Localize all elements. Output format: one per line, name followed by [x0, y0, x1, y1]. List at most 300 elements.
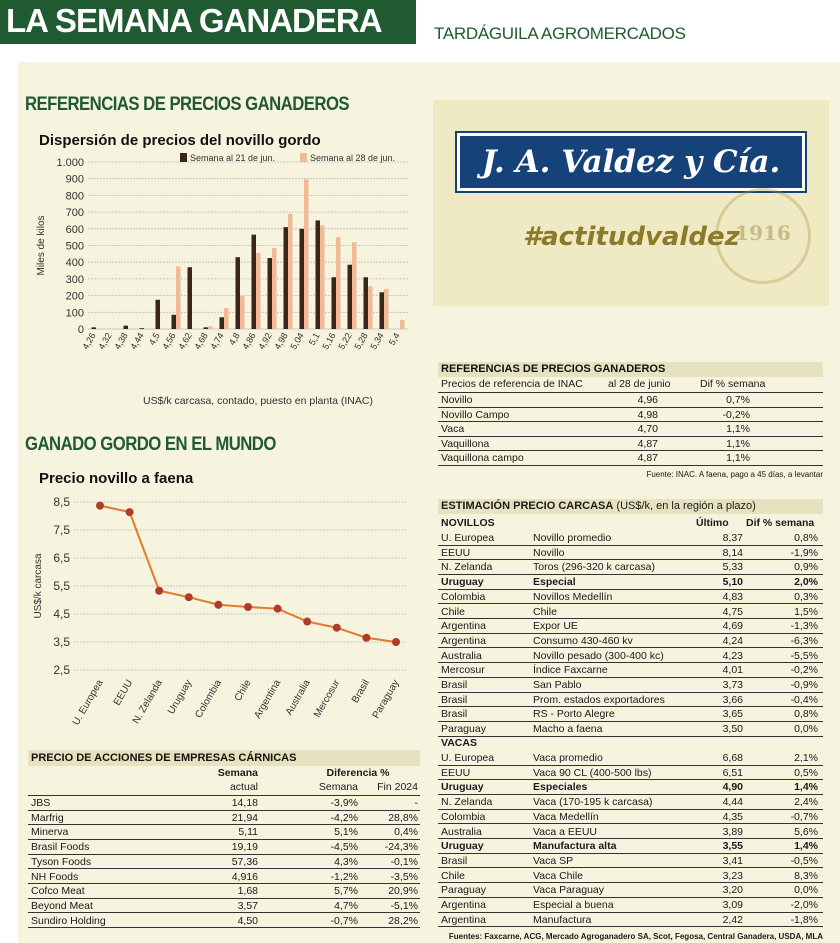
table-row — [438, 839, 823, 854]
y-tick-label: 600 — [65, 223, 84, 236]
week-change: 8,3% — [794, 869, 818, 882]
newsletter-title: LA SEMANA GANADERA — [6, 2, 382, 39]
stock-price: 4,50 — [237, 914, 258, 927]
bar — [172, 315, 177, 329]
week-change: 0,9% — [794, 561, 818, 574]
col-header-semana-pct: Semana — [318, 781, 358, 793]
y-tick-label: 800 — [65, 190, 84, 203]
x-tick-label: 4,26 — [80, 331, 98, 352]
inac-table — [438, 362, 823, 482]
last-price: 4,23 — [722, 649, 743, 662]
week-change: -5,5% — [790, 649, 818, 662]
week-change: 2,1% — [794, 752, 818, 764]
last-price: 3,65 — [722, 708, 743, 721]
bar — [364, 277, 369, 329]
category-name: Consumo 430-460 kv — [533, 634, 633, 647]
section-title-references: REFERENCIAS DE PRECIOS GANADEROS — [25, 94, 350, 115]
y-tick-label: 700 — [65, 207, 84, 220]
table-row — [438, 825, 823, 840]
region-name: EEUU — [441, 766, 471, 779]
ytd-change: 28,8% — [388, 811, 418, 824]
reference-price: 4,87 — [637, 437, 658, 450]
category-name: Manufactura — [533, 913, 592, 926]
inac-col-date: al 28 de junio — [608, 378, 671, 390]
week-change: 0,5% — [794, 766, 818, 779]
x-tick-label: Chile — [232, 678, 254, 704]
category-name: Chile — [533, 605, 557, 618]
week-change: 1,1% — [726, 452, 750, 465]
inac-source-note: Fuente: INAC. A faena, pago a 45 días, a levantar — [646, 470, 823, 479]
last-price: 3,55 — [722, 840, 743, 853]
inac-col-label: Precios de referencia de INAC — [441, 378, 583, 390]
carcass-source-note: Fuentes: Faxcarne, ACG, Mercado Agroganadero SA, Scot, Fegosa, Central Ganadera, USDA, MLA — [448, 932, 823, 941]
legend-label: Semana al 28 de jun. — [310, 153, 396, 163]
last-price: 3,09 — [722, 899, 743, 911]
region-name: Mercosur — [441, 664, 485, 677]
world-price-chart — [18, 490, 418, 760]
x-tick-label: 5,34 — [368, 331, 386, 352]
week-change: -1,8% — [790, 913, 818, 926]
last-price: 4,69 — [722, 620, 743, 633]
bar — [256, 253, 261, 329]
x-tick-label: 4,8 — [226, 331, 242, 347]
data-point — [214, 601, 222, 609]
last-price: 3,73 — [722, 679, 743, 691]
stocks-table-title: PRECIO DE ACCIONES DE EMPRESAS CÁRNICAS — [31, 752, 297, 764]
ytd-change: 0,4% — [394, 826, 418, 839]
table-row — [438, 634, 823, 649]
stocks-table — [28, 750, 420, 940]
line-chart-title: Precio novillo a faena — [39, 470, 194, 487]
week-change: 4,3% — [334, 855, 358, 868]
region-name: Argentina — [441, 620, 486, 633]
reference-price: 4,70 — [637, 423, 658, 436]
bar — [220, 317, 225, 329]
last-price: 3,20 — [722, 884, 743, 897]
bar — [208, 326, 213, 329]
table-row — [28, 884, 420, 899]
ytd-change: 28,2% — [388, 914, 418, 927]
y-tick-label: 200 — [65, 290, 84, 303]
last-price: 4,01 — [722, 664, 743, 677]
bar — [176, 266, 181, 329]
x-tick-label: 4,62 — [176, 331, 194, 352]
category-name: Vaca — [441, 423, 465, 436]
region-name: Uruguay — [441, 840, 484, 853]
x-tick-label: 4,5 — [146, 331, 162, 347]
region-name: Argentina — [441, 899, 486, 911]
week-change: -4,2% — [330, 811, 358, 824]
category-name: Expor UE — [533, 620, 578, 633]
region-name: Uruguay — [441, 781, 484, 794]
table-row — [28, 825, 420, 840]
publisher-name: TARDÁGUILA AGROMERCADOS — [434, 24, 686, 43]
data-point — [244, 603, 252, 611]
region-name: Brasil — [441, 708, 468, 721]
y-tick-label: 500 — [65, 240, 84, 253]
category-name: Novillo promedio — [533, 532, 612, 544]
week-change: -3,9% — [330, 797, 358, 809]
week-change: -0,9% — [790, 679, 818, 691]
bar — [352, 242, 357, 329]
table-row — [438, 722, 823, 737]
table-row — [28, 796, 420, 811]
company-name: Minerva — [31, 826, 69, 839]
y-tick-label: 7,5 — [53, 523, 70, 537]
category-name: Especiales — [533, 781, 588, 794]
y-tick-label: 8,5 — [53, 495, 70, 509]
week-change: 1,5% — [794, 605, 818, 618]
week-change: 4,7% — [334, 899, 358, 912]
week-change: -0,2% — [722, 408, 750, 421]
region-name: Paraguay — [441, 723, 486, 736]
company-name: Beyond Meat — [31, 899, 93, 912]
table-row — [438, 678, 823, 693]
y-tick-label: 4,5 — [53, 607, 70, 621]
x-tick-label: 5,28 — [352, 331, 370, 352]
table-row — [438, 590, 823, 605]
bar — [224, 308, 229, 329]
x-tick-label: 4,92 — [256, 331, 274, 352]
y-tick-label: 6,5 — [53, 551, 70, 565]
table-row — [28, 811, 420, 826]
bar — [268, 258, 273, 329]
ad-tagline: #actitudvaldez — [523, 222, 740, 252]
stock-price: 3,57 — [237, 899, 258, 912]
reference-price: 4,96 — [637, 394, 658, 406]
legend-swatch — [180, 153, 187, 162]
region-name: N. Zelanda — [441, 561, 493, 574]
x-tick-label: Argentina — [252, 678, 284, 721]
y-tick-label: 1.000 — [56, 157, 84, 169]
week-change: 0,8% — [794, 532, 818, 544]
bar — [336, 237, 341, 329]
week-change: -6,3% — [790, 634, 818, 647]
table-row — [438, 883, 823, 898]
last-price: 5,33 — [722, 561, 743, 574]
series-line — [100, 506, 396, 642]
y-tick-label: 2,5 — [53, 663, 70, 677]
region-name: Paraguay — [441, 884, 486, 897]
last-price: 8,14 — [722, 546, 743, 559]
x-tick-label: Colombia — [193, 678, 224, 721]
table-row — [438, 605, 823, 620]
col-header-semana: Semana — [217, 767, 258, 779]
x-axis-label: US$/k carcasa, contado, puesto en planta (INAC) — [143, 395, 373, 407]
category-name: Vaca Medellín — [533, 810, 599, 823]
category-name: Vaca Paraguay — [533, 884, 605, 897]
ytd-change: 20,9% — [388, 885, 418, 898]
vacas-label: VACAS — [441, 737, 477, 749]
table-row — [438, 422, 823, 437]
week-change: -0,4% — [790, 693, 818, 706]
table-row — [438, 393, 823, 408]
data-point — [362, 634, 370, 642]
x-tick-label: 4,68 — [192, 331, 210, 352]
legend-label: Semana al 21 de jun. — [190, 153, 276, 163]
company-name: Tyson Foods — [31, 855, 92, 868]
carcass-col-diff: Dif % semana — [746, 517, 815, 529]
region-name: Australia — [441, 825, 482, 838]
week-change: 1,4% — [794, 840, 818, 853]
x-tick-label: Uruguay — [165, 678, 195, 717]
category-name: Vaquillona — [441, 437, 490, 450]
week-change: -1,9% — [790, 546, 818, 559]
y-tick-label: 300 — [65, 273, 84, 286]
category-name: Vaca a EEUU — [533, 825, 597, 838]
last-price: 4,44 — [722, 796, 743, 809]
stock-price: 14,18 — [231, 797, 258, 809]
bar — [240, 296, 245, 329]
company-name: Marfrig — [31, 811, 64, 824]
category-name: Vaca promedio — [533, 752, 603, 764]
category-name: Manufactura alta — [533, 840, 617, 853]
col-header-diferencia: Diferencia % — [326, 767, 390, 779]
inac-table-title: REFERENCIAS DE PRECIOS GANADEROS — [441, 363, 666, 375]
data-point — [303, 618, 311, 626]
y-tick-label: 400 — [65, 257, 84, 270]
carcass-col-ultimo: Último — [696, 517, 729, 529]
price-dispersion-chart — [18, 150, 418, 435]
seal-year: 1916 — [735, 221, 791, 245]
bar — [140, 328, 145, 329]
x-tick-label: 4,98 — [272, 331, 290, 352]
col-header-fin-2024: Fin 2024 — [377, 781, 418, 793]
data-point — [333, 624, 341, 632]
y-tick-label: 900 — [65, 173, 84, 186]
x-tick-label: 5,4 — [386, 331, 402, 347]
category-name: Vaca 90 CL (400-500 lbs) — [533, 766, 652, 779]
category-name: Prom. estados exportadores — [533, 693, 665, 706]
region-name: Argentina — [441, 634, 486, 647]
bar — [332, 277, 337, 329]
last-price: 3,66 — [722, 693, 743, 706]
x-tick-label: 4,56 — [160, 331, 178, 352]
week-change: -1,3% — [790, 620, 818, 633]
region-name: Colombia — [441, 590, 486, 603]
x-tick-label: 4,44 — [128, 331, 146, 352]
bar — [188, 267, 193, 329]
content-panel — [18, 62, 840, 943]
stock-price: 19,19 — [231, 841, 258, 854]
week-change: 0,8% — [794, 708, 818, 721]
bar — [384, 289, 389, 329]
table-row — [438, 619, 823, 634]
table-row — [438, 795, 823, 810]
carcass-table-title: ESTIMACIÓN PRECIO CARCASA — [441, 500, 614, 512]
x-tick-label: 4,74 — [208, 331, 226, 352]
week-change: 5,6% — [794, 825, 818, 838]
region-name: Colombia — [441, 810, 486, 823]
category-name: Índice Faxcarne — [533, 664, 608, 677]
y-axis-label: Miles de kilos — [36, 215, 47, 276]
table-row — [438, 408, 823, 423]
category-name: Novillo — [533, 546, 565, 559]
data-point — [185, 593, 193, 601]
last-price: 4,24 — [722, 634, 743, 647]
data-point — [126, 508, 134, 516]
col-header-actual: actual — [229, 781, 258, 793]
y-tick-label: 0 — [77, 324, 84, 336]
x-tick-label: 4,32 — [96, 331, 114, 352]
ytd-change: -24,3% — [384, 841, 418, 854]
ytd-change: -0,1% — [390, 855, 418, 868]
last-price: 2,42 — [722, 913, 743, 926]
bar — [272, 248, 277, 329]
x-tick-label: 4,86 — [240, 331, 258, 352]
table-row — [438, 898, 823, 913]
bar — [236, 257, 241, 329]
x-tick-label: 4,38 — [112, 331, 130, 352]
week-change: 1,4% — [794, 781, 818, 794]
last-price: 4,35 — [722, 810, 743, 823]
category-name: Novillo pesado (300-400 kc) — [533, 649, 664, 662]
region-name: Brasil — [441, 854, 468, 867]
bar — [288, 214, 293, 329]
table-row — [438, 531, 823, 546]
table-row — [28, 914, 420, 929]
week-change: -1,2% — [330, 870, 358, 883]
inac-col-diff: Dif % semana — [700, 378, 766, 390]
company-name: NH Foods — [31, 870, 79, 883]
table-row — [438, 451, 823, 466]
x-tick-label: 5,22 — [336, 331, 354, 352]
table-row — [438, 780, 823, 795]
table-row — [438, 649, 823, 664]
company-name: Brasil Foods — [31, 841, 90, 854]
company-name: Sundiro Holding — [31, 914, 106, 927]
data-point — [155, 587, 163, 595]
company-name: Cofco Meat — [31, 885, 85, 898]
week-change: 0,7% — [726, 394, 750, 406]
category-name: Macho a faena — [533, 723, 603, 736]
week-change: 5,7% — [334, 885, 358, 898]
section-title-world: GANADO GORDO EN EL MUNDO — [25, 434, 276, 455]
data-point — [274, 605, 282, 613]
week-change: 0,3% — [794, 590, 818, 603]
week-change: 2,0% — [794, 576, 818, 589]
week-change: -2,0% — [790, 899, 818, 911]
category-name: San Pablo — [533, 679, 582, 691]
table-row — [28, 855, 420, 870]
carcass-table — [438, 499, 823, 943]
bar — [320, 225, 325, 329]
company-name: JBS — [31, 797, 51, 809]
ytd-change: -3,5% — [390, 870, 418, 883]
stock-price: 57,36 — [231, 855, 258, 868]
region-name: Australia — [441, 649, 482, 662]
category-name: Novillo Campo — [441, 408, 510, 421]
table-row — [438, 707, 823, 722]
last-price: 5,10 — [722, 576, 743, 589]
region-name: U. Europea — [441, 532, 495, 544]
bar — [380, 292, 385, 329]
table-row — [28, 840, 420, 855]
bar — [368, 286, 373, 329]
table-row — [438, 766, 823, 781]
stock-price: 1,68 — [237, 885, 258, 898]
region-name: Argentina — [441, 913, 486, 926]
last-price: 4,75 — [722, 605, 743, 618]
x-tick-label: 5,16 — [320, 331, 338, 352]
ytd-change: -5,1% — [390, 899, 418, 912]
table-row — [438, 854, 823, 869]
table-row — [28, 870, 420, 885]
x-tick-label: Paraguay — [370, 678, 402, 721]
bar — [304, 180, 309, 329]
novillos-label: NOVILLOS — [441, 517, 495, 529]
last-price: 4,83 — [722, 590, 743, 603]
region-name: EEUU — [441, 546, 471, 559]
advertisement — [433, 100, 829, 306]
week-change: 0,0% — [794, 884, 818, 897]
legend-swatch — [300, 153, 307, 162]
ytd-change: - — [414, 797, 418, 809]
ad-logo-box — [457, 133, 805, 191]
week-change: -0,5% — [790, 854, 818, 867]
week-change: -0,7% — [790, 810, 818, 823]
data-point — [392, 638, 400, 646]
week-change: 1,1% — [726, 437, 750, 450]
bar — [204, 327, 209, 329]
table-row — [438, 693, 823, 708]
y-tick-label: 3,5 — [53, 635, 70, 649]
week-change: -0,7% — [330, 914, 358, 927]
table-row — [438, 575, 823, 590]
x-tick-label: 5,04 — [288, 331, 306, 352]
category-name: Especial a buena — [533, 899, 614, 911]
region-name: N. Zelanda — [441, 796, 493, 809]
table-row — [438, 546, 823, 561]
y-axis-label: US$/k carcasa — [33, 553, 44, 619]
last-price: 3,41 — [722, 854, 743, 867]
y-tick-label: 5,5 — [53, 579, 70, 593]
category-name: Vaca Chile — [533, 869, 583, 882]
last-price: 3,89 — [722, 825, 743, 838]
ad-brand-name: J. A. Valdez y Cía. — [481, 144, 781, 180]
category-name: Vaca (170-195 k carcasa) — [533, 796, 653, 809]
region-name: Uruguay — [441, 576, 484, 589]
bar — [284, 227, 289, 329]
stock-price: 21,94 — [231, 811, 258, 824]
x-tick-label: Brasil — [349, 678, 372, 706]
carcass-table-subtitle: (US$/k, en la región a plazo) — [616, 500, 756, 512]
category-name: Toros (296-320 k carcasa) — [533, 561, 655, 574]
table-row — [438, 751, 823, 766]
category-name: Novillos Medellín — [533, 590, 613, 603]
bar-chart-title: Dispersión de precios del novillo gordo — [39, 132, 321, 149]
table-row — [438, 810, 823, 825]
bar — [92, 327, 97, 329]
y-tick-label: 100 — [65, 307, 84, 320]
table-row — [438, 913, 823, 928]
week-change: 2,4% — [794, 796, 818, 809]
week-change: 0,0% — [794, 723, 818, 736]
stock-price: 4,916 — [231, 870, 258, 883]
category-name: RS - Porto Alegre — [533, 708, 615, 721]
bar — [124, 326, 129, 329]
last-price: 3,23 — [722, 869, 743, 882]
bar — [400, 320, 405, 329]
data-point — [96, 502, 104, 510]
category-name: Especial — [533, 576, 576, 589]
table-row — [438, 663, 823, 678]
category-name: Vaquillona campo — [441, 452, 524, 465]
x-tick-label: Australia — [283, 678, 313, 718]
region-name: Chile — [441, 869, 465, 882]
last-price: 6,68 — [722, 752, 743, 764]
reference-price: 4,98 — [637, 408, 658, 421]
